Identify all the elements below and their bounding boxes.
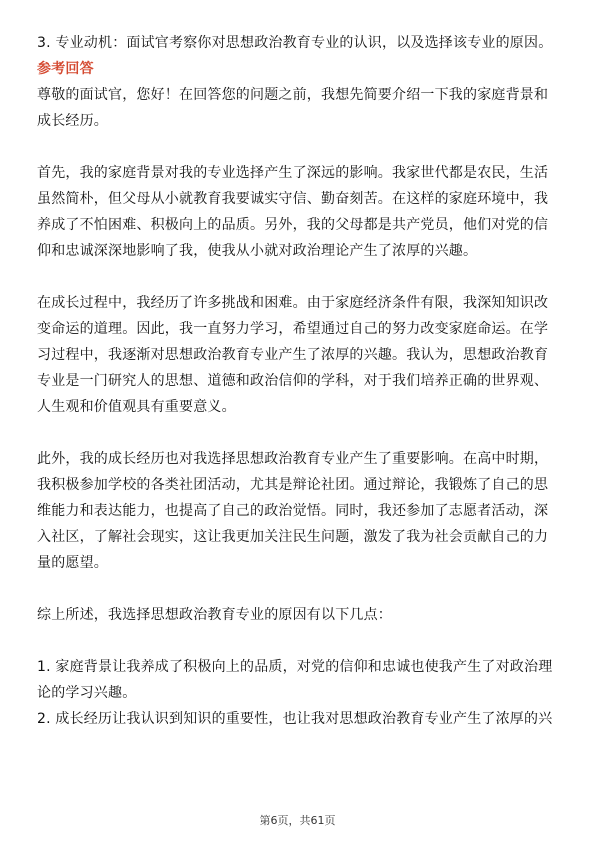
document-body bbox=[37, 30, 562, 732]
paragraph-experience: 此外，我的成长经历也对我选择思想政治教育专业产生了重要影响。在高中时期，我积极参加学校的各类社团活动，尤其是辩论社团。通过辩论，我锻炼了自己的思维能力和表达能力，也提高了自己的政治觉悟。同时，我还参加了志愿者活动，深入社区，了解社会现实，这让我更加关注民生问题，激发了我为社会贡献自己的力量的愿望。 bbox=[37, 451, 549, 571]
paragraph-intro: 尊敬的面试官，您好！在回答您的问题之前，我想先简要介绍一下我的家庭背景和成长经历。 bbox=[37, 87, 549, 129]
list-item: 1. 家庭背景让我养成了积极向上的品质，对党的信仰和忠诚也使我产生了对政治理论的学习兴趣。 bbox=[37, 659, 553, 701]
paragraph-family: 首先，我的家庭背景对我的专业选择产生了深远的影响。我家世代都是农民，生活虽然简朴，但父母从小就教育我要诚实守信、勤奋刻苦。在这样的家庭环境中，我养成了不怕困难、积极向上的品质。另外，我的父母都是共产党员，他们对党的信仰和忠诚深深地影响了我，使我从小就对政治理论产生了浓厚的兴趣。 bbox=[37, 165, 549, 259]
list-item: 2. 成长经历让我认识到知识的重要性，也让我对思想政治教育专业产生了浓厚的兴 bbox=[37, 711, 553, 727]
answer-heading: 参考回答 bbox=[37, 61, 94, 77]
question-text: 3. 专业动机：面试官考察你对思想政治教育专业的认识，以及选择该专业的原因。 bbox=[37, 35, 553, 51]
paragraph-gap bbox=[37, 264, 562, 290]
paragraph-gap bbox=[37, 420, 562, 446]
paragraph-gap bbox=[37, 628, 562, 654]
paragraph-summary: 综上所述，我选择思想政治教育专业的原因有以下几点： bbox=[37, 607, 392, 623]
paragraph-gap bbox=[37, 134, 562, 160]
page-number: 第6页，共61页 bbox=[259, 814, 336, 827]
paragraph-gap bbox=[37, 576, 562, 602]
paragraph-growth: 在成长过程中，我经历了许多挑战和困难。由于家庭经济条件有限，我深知知识改变命运的道理。因此，我一直努力学习，希望通过自己的努力改变家庭命运。在学习过程中，我逐渐对思想政治教育专业产生了浓厚的兴趣。我认为，思想政治教育专业是一门研究人的思想、道德和政治信仰的学科，对于我们培养正确的世界观、人生观和价值观具有重要意义。 bbox=[37, 295, 549, 415]
